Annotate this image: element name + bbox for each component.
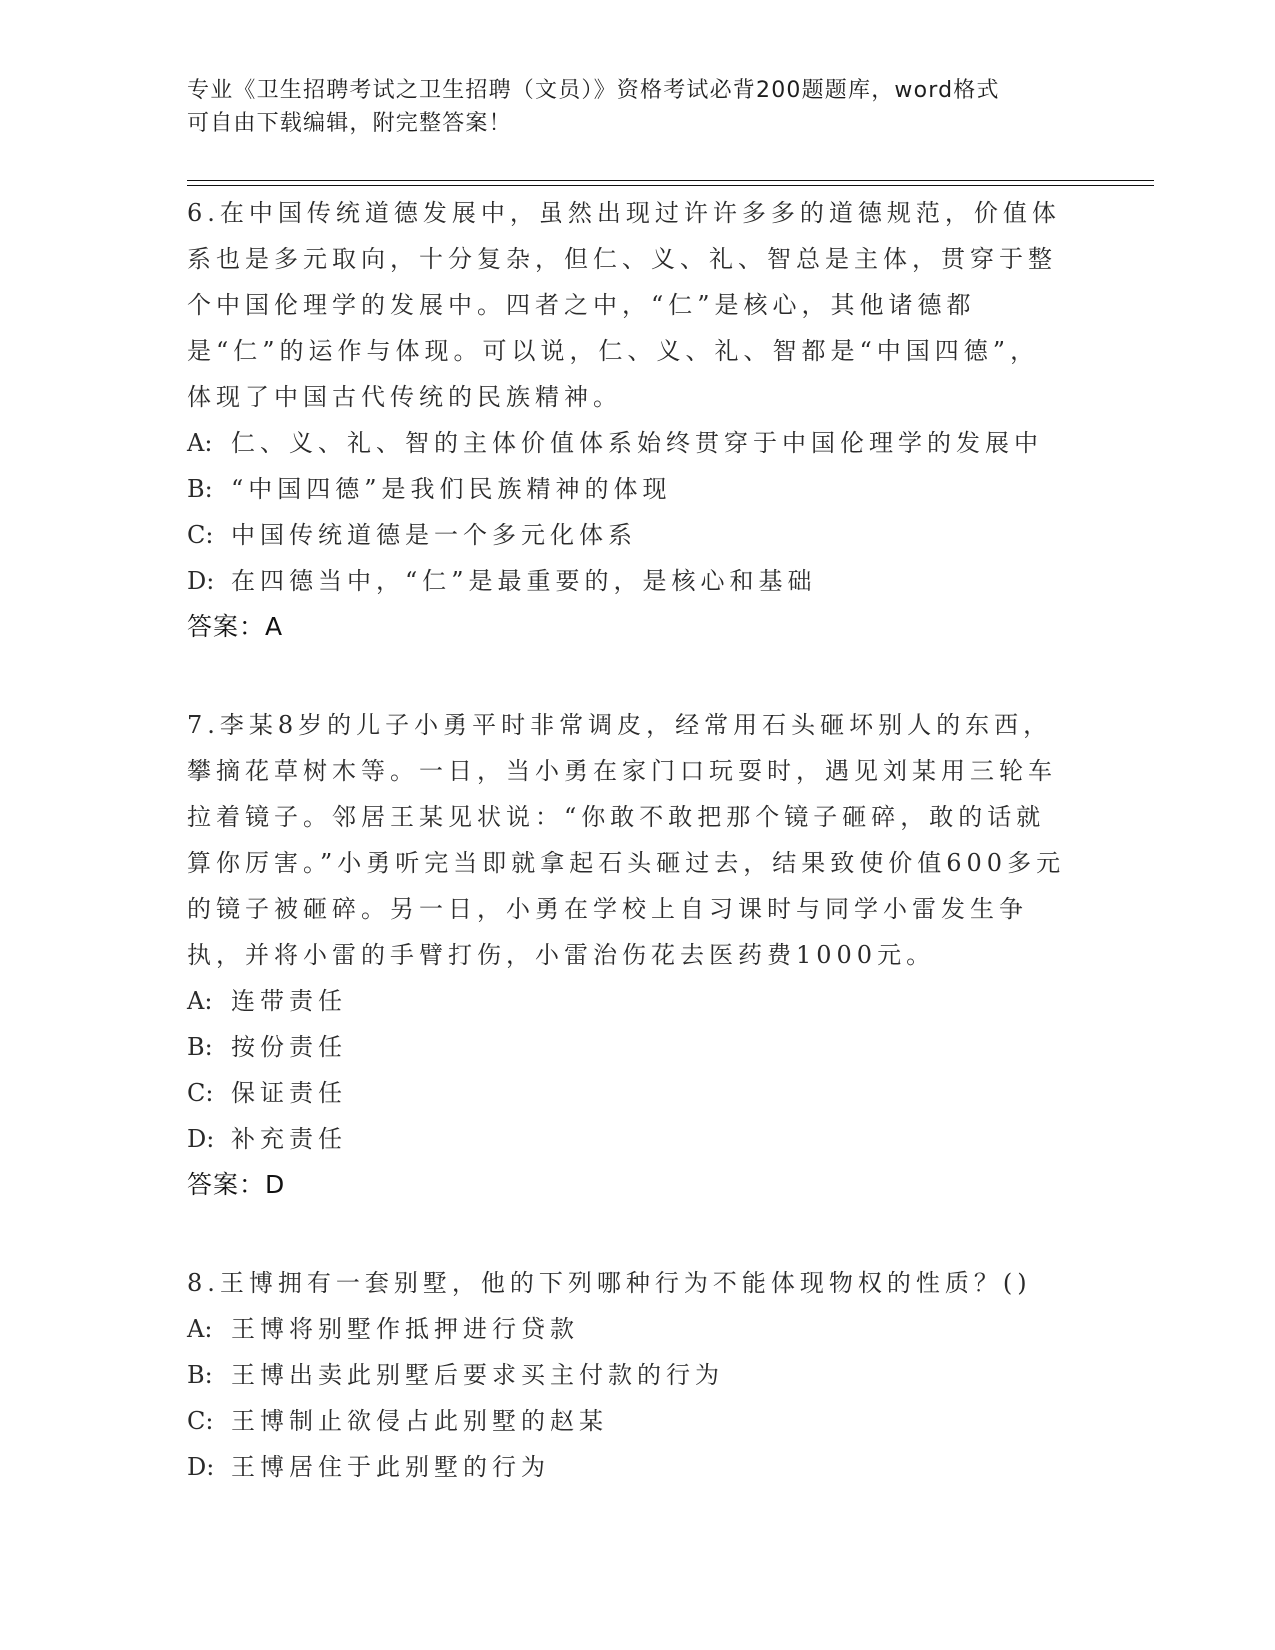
option-c [187, 1398, 1067, 1444]
document-header [187, 74, 1067, 140]
question-8 [187, 1260, 1067, 1490]
option-letter: C: [187, 1407, 214, 1435]
option-b [187, 1352, 1067, 1398]
header-title-line-2: 可自由下载编辑，附完整答案！ [187, 111, 512, 136]
option-d [187, 1444, 1067, 1490]
option-d [187, 1116, 1067, 1162]
option-text: 保证责任 [231, 1079, 347, 1107]
option-letter: D: [187, 567, 215, 595]
option-b [187, 1024, 1067, 1070]
question-6 [187, 190, 1067, 650]
option-text: 王博将别墅作抵押进行贷款 [231, 1315, 579, 1343]
question-stem: 7.李某8岁的儿子小勇平时非常调皮，经常用石头砸坏别人的东西，攀摘花草树木等。一日，当小勇在家门口玩耍时，遇见刘某用三轮车拉着镜子。邻居王某见状说：“你敢不敢把那个镜子砸碎，敢的话就算你厉害。”小勇听完当即就拿起石头砸过去，结果致使价值600多元的镜子被砸碎。另一日，小勇在学校上自习课时与同学小雷发生争执，并将小雷的手臂打伤，小雷治伤花去医药费1000元。 [187, 711, 1066, 969]
header-divider-top [187, 180, 1154, 181]
option-text: 连带责任 [231, 987, 347, 1015]
header-title-line-1: 专业《卫生招聘考试之卫生招聘（文员）》资格考试必背200题题库，word格式 [187, 78, 1000, 103]
answer-label: 答案：A [187, 612, 284, 641]
option-c [187, 1070, 1067, 1116]
option-text: 补充责任 [231, 1125, 347, 1153]
option-letter: A: [187, 429, 213, 457]
option-letter: D: [187, 1453, 215, 1481]
option-letter: A: [187, 987, 213, 1015]
option-text: “中国四德”是我们民族精神的体现 [231, 475, 672, 503]
option-letter: C: [187, 521, 214, 549]
header-divider-bottom [187, 185, 1154, 186]
question-stem: 8.王博拥有一套别墅，他的下列哪种行为不能体现物权的性质？() [187, 1269, 1032, 1297]
option-a [187, 978, 1067, 1024]
answer-label: 答案：D [187, 1170, 286, 1199]
option-letter: B: [187, 1361, 213, 1389]
option-d [187, 558, 1067, 604]
option-letter: B: [187, 475, 213, 503]
question-list [187, 190, 1067, 1490]
option-letter: D: [187, 1125, 215, 1153]
option-letter: A: [187, 1315, 213, 1343]
option-letter: C: [187, 1079, 214, 1107]
question-7 [187, 702, 1067, 1208]
option-text: 王博居住于此别墅的行为 [231, 1453, 550, 1481]
option-text: 在四德当中，“仁”是最重要的，是核心和基础 [231, 567, 817, 595]
option-text: 仁、义、礼、智的主体价值体系始终贯穿于中国伦理学的发展中 [231, 429, 1043, 457]
option-text: 按份责任 [231, 1033, 347, 1061]
option-c [187, 512, 1067, 558]
option-letter: B: [187, 1033, 213, 1061]
option-b [187, 466, 1067, 512]
option-text: 中国传统道德是一个多元化体系 [231, 521, 637, 549]
option-text: 王博制止欲侵占此别墅的赵某 [231, 1407, 608, 1435]
option-text: 王博出卖此别墅后要求买主付款的行为 [231, 1361, 724, 1389]
question-stem: 6.在中国传统道德发展中，虽然出现过许许多多的道德规范，价值体系也是多元取向，十分复杂，但仁、义、礼、智总是主体，贯穿于整个中国伦理学的发展中。四者之中，“仁”是核心，其他诸德都是“仁”的运作与体现。可以说，仁、义、礼、智都是“中国四德”，体现了中国古代传统的民族精神。 [187, 199, 1061, 411]
option-a [187, 1306, 1067, 1352]
option-a [187, 420, 1067, 466]
